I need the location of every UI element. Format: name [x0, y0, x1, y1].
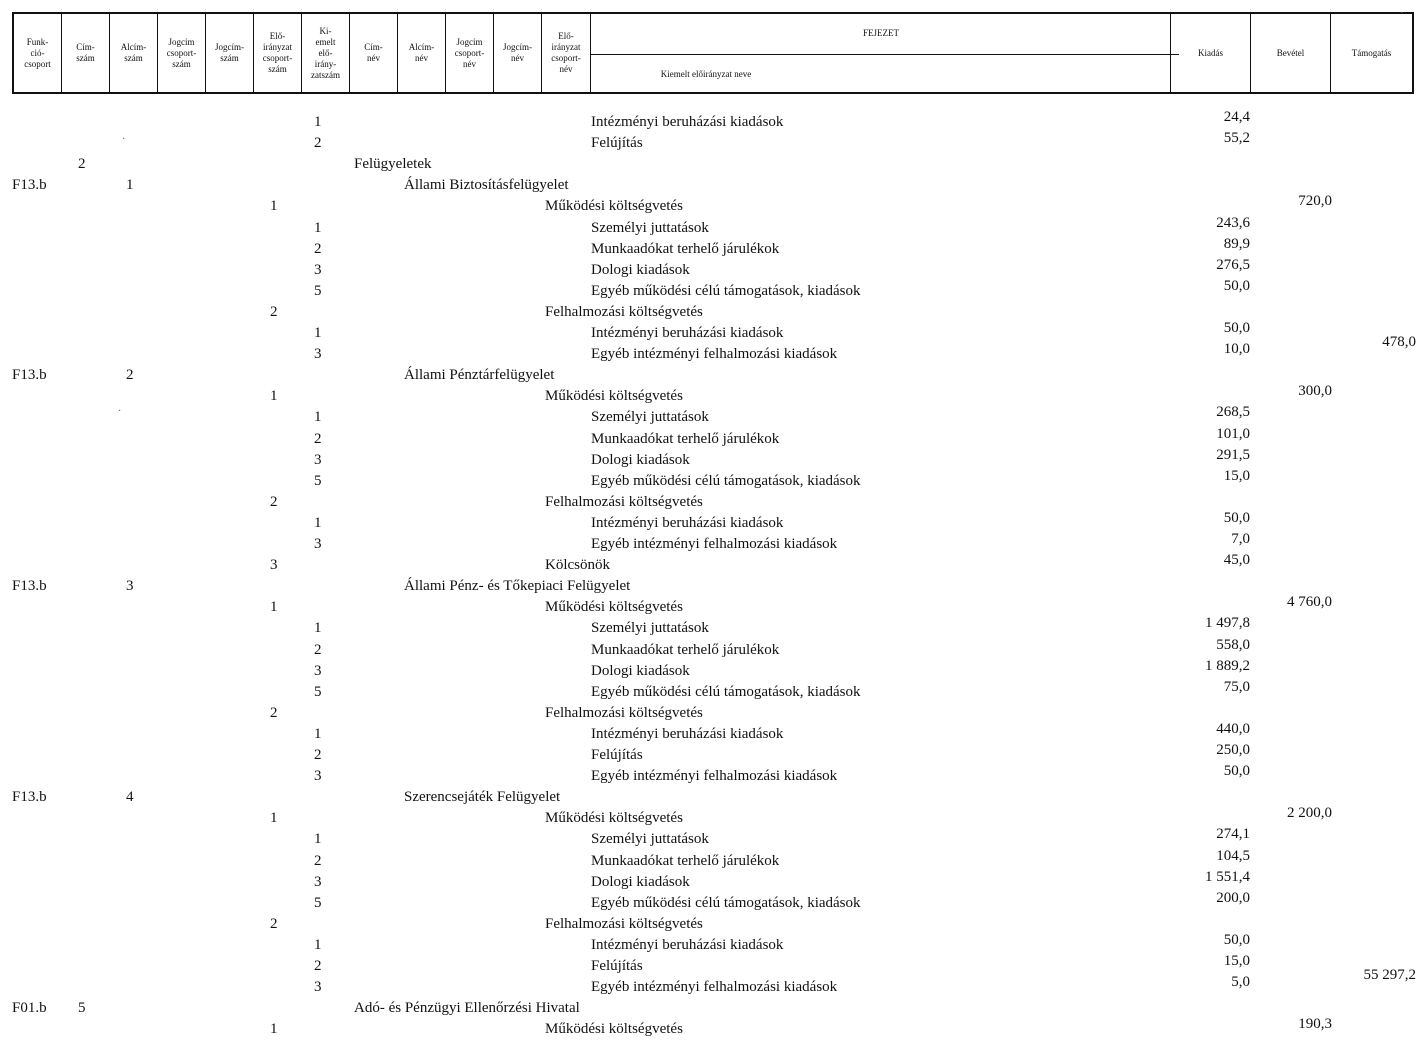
- kiemelt-number: 2: [314, 641, 322, 658]
- table-row: [0, 367, 1424, 388]
- kiadas-value: 1 889,2: [1205, 657, 1250, 674]
- alcim-number: 2: [126, 367, 134, 384]
- kiadas-value: 274,1: [1216, 826, 1250, 843]
- kiemelt-number: 5: [314, 472, 322, 489]
- kiemelt-number: 1: [314, 620, 322, 637]
- kiemelt-number: 3: [314, 662, 322, 679]
- jogcimcsoport-number: 1: [270, 599, 278, 616]
- bevetel-value: 720,0: [1298, 193, 1332, 210]
- tamogatas-value: 478,0: [1382, 334, 1416, 351]
- kiemelt-number: 2: [314, 135, 322, 152]
- table-row: [0, 615, 1424, 641]
- row-label: Intézményi beruházási kiadások: [591, 725, 784, 742]
- cim-number: 5: [78, 1000, 86, 1017]
- table-row: [0, 256, 1424, 283]
- jogcimcsoport-number: 2: [270, 303, 278, 320]
- kiadas-value: 50,0: [1223, 277, 1250, 294]
- row-label: Felújítás: [591, 958, 643, 974]
- row-label: Egyéb intézményi felhalmozási kiadások: [591, 979, 838, 996]
- row-label: Személyi juttatások: [591, 219, 709, 236]
- row-label: Intézményi beruházási kiadások: [591, 114, 784, 130]
- table-row: [0, 446, 1424, 473]
- jogcimcsoport-number: 2: [270, 704, 278, 721]
- header-kiemelt-nev: Kiemelt előirányzat neve: [660, 69, 752, 79]
- scan-speck: ·: [118, 406, 122, 417]
- kiadas-value: 101,0: [1216, 425, 1250, 442]
- row-label: Dologi kiadások: [591, 261, 690, 278]
- kiadas-value: 50,0: [1223, 931, 1250, 948]
- header-jogcimnev: Jogcím- név: [494, 14, 542, 92]
- table-row: [0, 578, 1424, 599]
- kiadas-value: 243,6: [1216, 214, 1250, 231]
- header-tamogatas: Támogatás: [1351, 47, 1392, 58]
- bevetel-value: 190,3: [1298, 1016, 1332, 1033]
- row-label: Intézményi beruházási kiadások: [591, 936, 784, 953]
- kiadas-value: 50,0: [1223, 320, 1250, 336]
- table-row: [0, 552, 1424, 578]
- row-label: Egyéb működési célú támogatások, kiadások: [591, 683, 861, 700]
- table-row: [0, 826, 1424, 852]
- kiemelt-number: 3: [314, 873, 322, 890]
- funkcio-code: F13.b: [12, 578, 47, 595]
- table-row: [0, 916, 1424, 937]
- table-row: [0, 705, 1424, 726]
- kiemelt-number: 3: [314, 346, 322, 363]
- header-fejezet-divider: [591, 54, 1179, 55]
- kiadas-value: 45,0: [1223, 552, 1250, 569]
- scan-speck: ·: [122, 134, 126, 145]
- tamogatas-value: 55 297,2: [1363, 967, 1416, 984]
- kiadas-value: 268,5: [1216, 404, 1250, 421]
- kiemelt-number: 1: [314, 114, 322, 130]
- header-jogcimcsoportnev: Jogcím csoport- név: [446, 14, 494, 92]
- header-cimnev: Cím- név: [350, 14, 398, 92]
- alcim-number: 3: [126, 578, 134, 595]
- table-row: [0, 531, 1424, 557]
- kiadas-value: 75,0: [1223, 678, 1250, 695]
- header-bevetel: Bevétel: [1251, 14, 1331, 92]
- kiemelt-number: 3: [314, 768, 322, 785]
- header-fejezet: FEJEZET: [863, 28, 899, 38]
- row-label: Állami Pénz- és Tőkepiaci Felügyelet: [404, 578, 631, 595]
- row-label: Felügyeletek: [354, 156, 432, 173]
- row-label: Felújítás: [591, 135, 643, 152]
- header-kiadas: Kiadás: [1171, 14, 1251, 92]
- bevetel-value: 4 760,0: [1287, 594, 1332, 611]
- row-label: Dologi kiadások: [591, 662, 690, 679]
- jogcimcsoport-number: 2: [270, 915, 278, 932]
- kiadas-value: 24,4: [1223, 109, 1250, 125]
- kiadas-value: 89,9: [1223, 235, 1250, 252]
- row-label: Egyéb működési célú támogatások, kiadások: [591, 894, 861, 911]
- row-label: Működési költségvetés: [545, 1021, 683, 1038]
- jogcimcsoport-number: 1: [270, 388, 278, 405]
- table-row: [0, 425, 1424, 452]
- row-label: Munkaadókat terhelő járulékok: [591, 430, 780, 447]
- table-header: [12, 12, 1414, 94]
- jogcimcsoport-number: 3: [270, 557, 278, 574]
- row-label: Munkaadókat terhelő járulékok: [591, 240, 780, 257]
- table-row: [0, 868, 1424, 895]
- kiemelt-number: 3: [314, 261, 322, 278]
- kiadas-value: 440,0: [1216, 720, 1250, 737]
- kiadas-value: 558,0: [1216, 636, 1250, 653]
- row-label: Dologi kiadások: [591, 873, 690, 890]
- row-label: Működési költségvetés: [545, 599, 683, 616]
- row-label: Szerencsejáték Felügyelet: [404, 789, 561, 806]
- table-row: [0, 967, 1424, 1000]
- table-row: [0, 304, 1424, 325]
- row-label: Egyéb intézményi felhalmozási kiadások: [591, 346, 838, 363]
- kiemelt-number: 1: [314, 936, 322, 953]
- bevetel-value: 2 200,0: [1287, 805, 1332, 822]
- row-label: Működési költségvetés: [545, 810, 683, 827]
- header-cimszam: Cím- szám: [62, 14, 110, 92]
- kiadas-value: 250,0: [1216, 742, 1250, 758]
- funkcio-code: F01.b: [12, 1000, 47, 1017]
- table-row: [0, 214, 1424, 241]
- table-row: [0, 805, 1424, 831]
- table-row: [0, 235, 1424, 262]
- kiemelt-number: 3: [314, 536, 322, 552]
- row-label: Egyéb működési célú támogatások, kiadások: [591, 472, 861, 489]
- table-row: [0, 931, 1424, 958]
- table-row: [0, 509, 1424, 536]
- table-row: [0, 720, 1424, 747]
- header-eloiranyzatcsoportszam: Elő- irányzat csoport- szám: [254, 14, 302, 92]
- table-row: [0, 404, 1424, 430]
- kiadas-value: 15,0: [1223, 953, 1250, 969]
- kiadas-value: 10,0: [1223, 341, 1250, 358]
- kiemelt-number: 2: [314, 430, 322, 447]
- table-row: [0, 334, 1424, 367]
- row-label: Állami Biztosításfelügyelet: [404, 177, 569, 194]
- kiemelt-number: 5: [314, 282, 322, 299]
- jogcimcsoport-number: 1: [270, 1021, 278, 1038]
- kiemelt-number: 1: [314, 831, 322, 848]
- kiemelt-number: 5: [314, 683, 322, 700]
- row-label: Felújítás: [591, 747, 643, 763]
- kiemelt-number: 1: [314, 409, 322, 426]
- table-row: [0, 1016, 1424, 1042]
- header-jogcimszam: Jogcím- szám: [206, 14, 254, 92]
- kiadas-value: 104,5: [1216, 847, 1250, 864]
- kiadas-value: 1 551,4: [1205, 868, 1250, 885]
- table-row: [0, 320, 1424, 346]
- table-row: [0, 953, 1424, 979]
- table-row: [0, 889, 1424, 916]
- table-row: [0, 109, 1424, 135]
- table-row: [0, 156, 1424, 177]
- row-label: Adó- és Pénzügyi Ellenőrzési Hivatal: [354, 1000, 580, 1017]
- row-label: Személyi juttatások: [591, 620, 709, 637]
- kiemelt-number: 3: [314, 979, 322, 996]
- kiemelt-number: 2: [314, 240, 322, 257]
- jogcimcsoport-number: 2: [270, 493, 278, 510]
- table-row: [0, 277, 1424, 304]
- header-alcimnev: Alcím- név: [398, 14, 446, 92]
- jogcimcsoport-number: 1: [270, 198, 278, 215]
- kiemelt-number: 2: [314, 852, 322, 869]
- kiemelt-number: 2: [314, 747, 322, 763]
- table-row: [0, 657, 1424, 684]
- row-label: Személyi juttatások: [591, 409, 709, 426]
- row-label: Intézményi beruházási kiadások: [591, 325, 784, 341]
- kiemelt-number: 1: [314, 325, 322, 341]
- jogcimcsoport-number: 1: [270, 810, 278, 827]
- table-row: [0, 494, 1424, 515]
- kiadas-value: 15,0: [1223, 467, 1250, 484]
- funkcio-code: F13.b: [12, 177, 47, 194]
- row-label: Kölcsönök: [545, 557, 610, 574]
- header-eloiranyzatcsoportnev: Elő- irányzat csoport- név: [542, 14, 591, 92]
- kiadas-value: 276,5: [1216, 256, 1250, 273]
- header-fejezet-block: [591, 14, 1171, 92]
- alcim-number: 4: [126, 789, 134, 806]
- table-row: [0, 130, 1424, 156]
- row-label: Működési költségvetés: [545, 388, 683, 405]
- kiemelt-number: 1: [314, 725, 322, 742]
- row-label: Felhalmozási költségvetés: [545, 915, 703, 932]
- scan-speck: ·: [1400, 8, 1404, 19]
- row-label: Egyéb intézményi felhalmozási kiadások: [591, 536, 838, 552]
- table-row: [0, 763, 1424, 789]
- header-alcimszam: Alcím- szám: [110, 14, 158, 92]
- row-label: Dologi kiadások: [591, 451, 690, 468]
- kiadas-value: 1 497,8: [1205, 615, 1250, 632]
- kiadas-value: 200,0: [1216, 889, 1250, 906]
- row-label: Személyi juttatások: [591, 831, 709, 848]
- table-row: [0, 467, 1424, 494]
- kiemelt-number: 1: [314, 219, 322, 236]
- row-label: Állami Pénztárfelügyelet: [404, 367, 555, 384]
- kiadas-value: 291,5: [1216, 446, 1250, 463]
- funkcio-code: F13.b: [12, 789, 47, 806]
- table-row: [0, 1000, 1424, 1021]
- funkcio-code: F13.b: [12, 367, 47, 384]
- bevetel-value: 300,0: [1298, 383, 1332, 400]
- kiadas-value: 5,0: [1231, 974, 1250, 991]
- row-label: Felhalmozási költségvetés: [545, 493, 703, 510]
- row-label: Intézményi beruházási kiadások: [591, 514, 784, 531]
- table-row: [0, 678, 1424, 705]
- table-row: [0, 383, 1424, 409]
- kiadas-value: 55,2: [1223, 130, 1250, 147]
- kiadas-value: 50,0: [1223, 763, 1250, 780]
- row-label: Munkaadókat terhelő járulékok: [591, 641, 780, 658]
- kiadas-value: 50,0: [1223, 509, 1250, 526]
- row-label: Egyéb intézményi felhalmozási kiadások: [591, 768, 838, 785]
- table-row: [0, 742, 1424, 768]
- table-row: [0, 177, 1424, 198]
- header-jogcimcsoportszam: Jogcím csoport- szám: [158, 14, 206, 92]
- header-kiemelteloiranyzatszam: Ki- emelt elő- irány- zatszám: [302, 14, 350, 92]
- table-row: [0, 789, 1424, 810]
- row-label: Működési költségvetés: [545, 198, 683, 215]
- kiemelt-number: 3: [314, 451, 322, 468]
- kiemelt-number: 5: [314, 894, 322, 911]
- table-row: [0, 193, 1424, 219]
- row-label: Felhalmozási költségvetés: [545, 303, 703, 320]
- kiadas-value: 7,0: [1231, 531, 1250, 547]
- header-funkcio: Funk- ció- csoport: [14, 14, 62, 92]
- kiemelt-number: 2: [314, 958, 322, 974]
- row-label: Egyéb működési célú támogatások, kiadások: [591, 282, 861, 299]
- cim-number: 2: [78, 156, 86, 173]
- alcim-number: 1: [126, 177, 134, 194]
- kiemelt-number: 1: [314, 514, 322, 531]
- row-label: Munkaadókat terhelő járulékok: [591, 852, 780, 869]
- row-label: Felhalmozási költségvetés: [545, 704, 703, 721]
